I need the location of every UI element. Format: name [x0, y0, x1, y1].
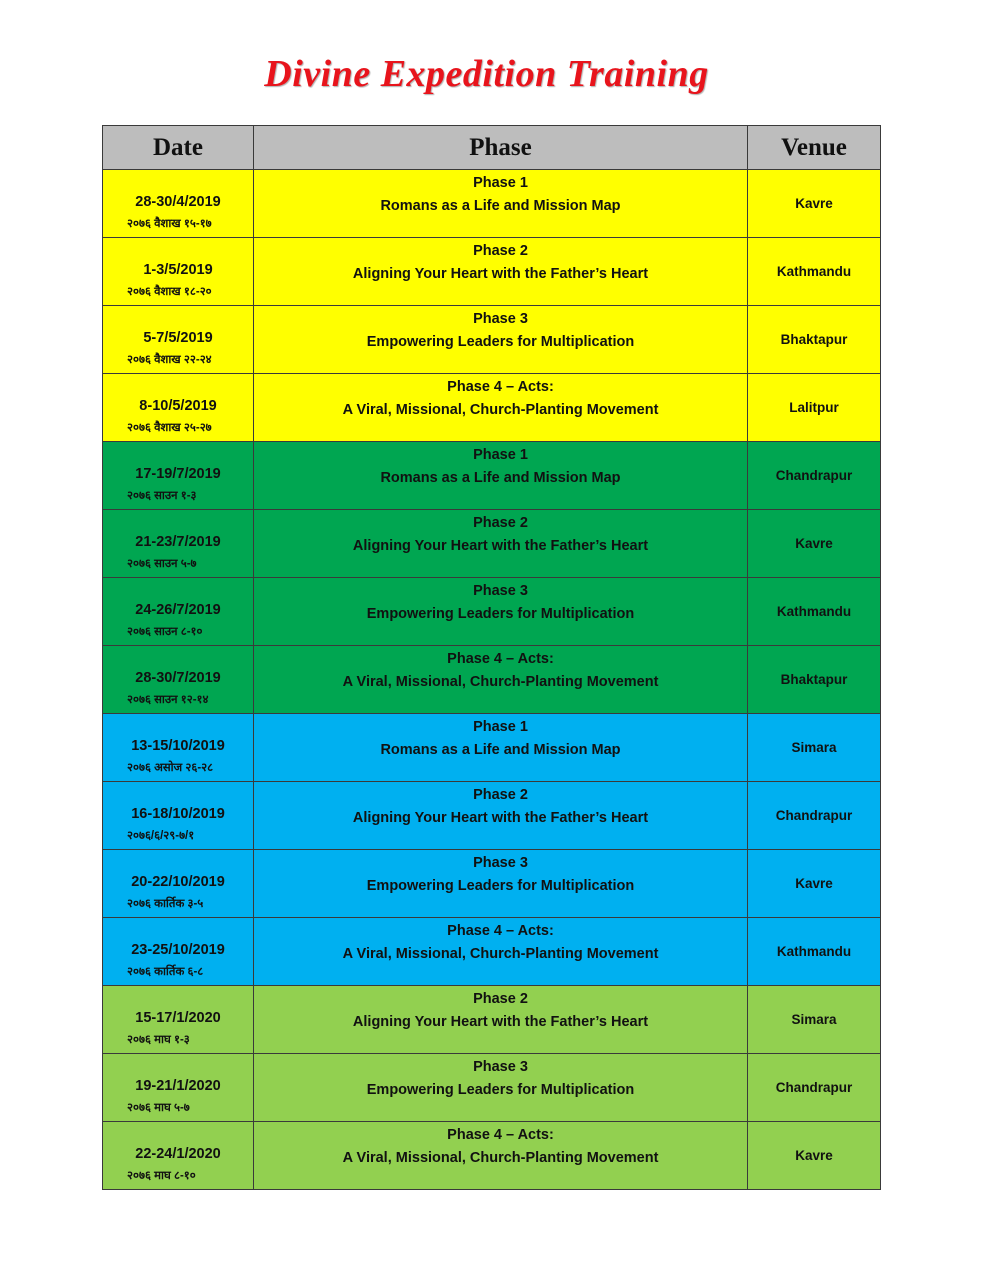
phase-cell [254, 1122, 748, 1190]
venue-cell: Simara [748, 714, 881, 782]
date-nepali: २०७६ माघ ५-७ [127, 1102, 190, 1114]
phase-name: Phase 1 [473, 447, 528, 463]
date-gregorian: 20-22/10/2019 [131, 874, 225, 890]
table-row [103, 714, 881, 782]
date-cell [103, 442, 254, 510]
phase-cell [254, 986, 748, 1054]
table-row [103, 306, 881, 374]
date-cell [103, 918, 254, 986]
date-nepali: २०७६ माघ ८-१० [127, 1170, 196, 1182]
date-cell [103, 170, 254, 238]
table-row [103, 782, 881, 850]
table-row [103, 646, 881, 714]
date-gregorian: 1-3/5/2019 [143, 262, 213, 278]
venue-cell: Kathmandu [748, 918, 881, 986]
phase-description: Aligning Your Heart with the Father’s Heart [352, 810, 649, 826]
phase-description: Empowering Leaders for Multiplication [366, 1082, 635, 1098]
venue-cell: Kathmandu [748, 578, 881, 646]
date-nepali: २०७६ वैशाख २२-२४ [127, 354, 212, 366]
date-nepali: २०७६ साउन ५-७ [127, 558, 197, 570]
phase-name: Phase 1 [473, 719, 528, 735]
date-cell [103, 1054, 254, 1122]
date-gregorian: 8-10/5/2019 [139, 398, 217, 414]
venue-cell: Chandrapur [748, 442, 881, 510]
date-cell [103, 1122, 254, 1190]
phase-cell [254, 850, 748, 918]
date-gregorian: 28-30/4/2019 [135, 194, 221, 210]
date-cell [103, 578, 254, 646]
table-row [103, 578, 881, 646]
venue-cell: Kathmandu [748, 238, 881, 306]
date-nepali: २०७६/६/२९-७/१ [127, 830, 195, 842]
venue-cell: Chandrapur [748, 782, 881, 850]
phase-cell [254, 1054, 748, 1122]
phase-description: A Viral, Missional, Church-Planting Movement [342, 1150, 659, 1166]
phase-description: Aligning Your Heart with the Father’s Heart [352, 1014, 649, 1030]
table-row [103, 918, 881, 986]
date-header: Date [103, 126, 254, 170]
table-row [103, 1122, 881, 1190]
phase-cell [254, 238, 748, 306]
date-nepali: २०७६ कार्तिक ६-८ [127, 966, 204, 978]
date-gregorian: 16-18/10/2019 [131, 806, 225, 822]
date-cell [103, 714, 254, 782]
venue-header: Venue [748, 126, 881, 170]
date-nepali: २०७६ वैशाख १५-१७ [127, 218, 212, 230]
phase-cell [254, 374, 748, 442]
phase-name: Phase 1 [473, 175, 528, 191]
venue-cell: Bhaktapur [748, 306, 881, 374]
venue-cell: Kavre [748, 510, 881, 578]
phase-description: A Viral, Missional, Church-Planting Movement [342, 674, 659, 690]
phase-description: A Viral, Missional, Church-Planting Movement [342, 946, 659, 962]
table-row [103, 986, 881, 1054]
date-gregorian: 28-30/7/2019 [135, 670, 221, 686]
phase-cell [254, 714, 748, 782]
date-gregorian: 13-15/10/2019 [131, 738, 225, 754]
phase-name: Phase 3 [473, 1059, 528, 1075]
header-row [103, 126, 881, 170]
phase-name: Phase 2 [473, 515, 528, 531]
date-nepali: २०७६ कार्तिक ३-५ [127, 898, 204, 910]
phase-header: Phase [254, 126, 748, 170]
date-nepali: २०७६ असोज २६-२८ [127, 762, 214, 774]
phase-cell [254, 170, 748, 238]
phase-cell [254, 782, 748, 850]
date-gregorian: 23-25/10/2019 [131, 942, 225, 958]
phase-description: Empowering Leaders for Multiplication [366, 606, 635, 622]
phase-description: A Viral, Missional, Church-Planting Movement [342, 402, 659, 418]
date-cell [103, 238, 254, 306]
document-title: Divine Expedition Training [264, 53, 709, 95]
table-row [103, 442, 881, 510]
date-cell [103, 306, 254, 374]
table-row [103, 238, 881, 306]
table-row [103, 850, 881, 918]
phase-name: Phase 3 [473, 855, 528, 871]
date-nepali: २०७६ साउन ८-१० [127, 626, 203, 638]
phase-cell [254, 510, 748, 578]
date-gregorian: 5-7/5/2019 [143, 330, 213, 346]
date-gregorian: 17-19/7/2019 [135, 466, 221, 482]
venue-cell: Kavre [748, 1122, 881, 1190]
phase-cell [254, 442, 748, 510]
phase-cell [254, 306, 748, 374]
phase-description: Aligning Your Heart with the Father’s Heart [352, 266, 649, 282]
phase-name: Phase 4 – Acts: [447, 379, 554, 395]
table-row [103, 374, 881, 442]
phase-name: Phase 4 – Acts: [447, 923, 554, 939]
phase-description: Romans as a Life and Mission Map [380, 198, 621, 214]
phase-name: Phase 3 [473, 311, 528, 327]
date-cell [103, 986, 254, 1054]
date-cell [103, 850, 254, 918]
date-cell [103, 782, 254, 850]
phase-description: Romans as a Life and Mission Map [380, 742, 621, 758]
venue-cell: Simara [748, 986, 881, 1054]
phase-name: Phase 2 [473, 243, 528, 259]
phase-name: Phase 3 [473, 583, 528, 599]
date-nepali: २०७६ वैशाख १८-२० [127, 286, 212, 298]
date-gregorian: 15-17/1/2020 [135, 1010, 221, 1026]
phase-description: Aligning Your Heart with the Father’s Heart [352, 538, 649, 554]
venue-cell: Bhaktapur [748, 646, 881, 714]
schedule-table [102, 125, 881, 1190]
table-row [103, 170, 881, 238]
date-gregorian: 24-26/7/2019 [135, 602, 221, 618]
date-nepali: २०७६ माघ १-३ [127, 1034, 190, 1046]
date-cell [103, 374, 254, 442]
date-gregorian: 19-21/1/2020 [135, 1078, 221, 1094]
phase-cell [254, 646, 748, 714]
date-cell [103, 646, 254, 714]
phase-cell [254, 578, 748, 646]
date-cell [103, 510, 254, 578]
phase-name: Phase 4 – Acts: [447, 651, 554, 667]
table-row [103, 510, 881, 578]
date-gregorian: 21-23/7/2019 [135, 534, 221, 550]
venue-cell: Kavre [748, 170, 881, 238]
phase-cell [254, 918, 748, 986]
phase-name: Phase 4 – Acts: [447, 1127, 554, 1143]
date-nepali: २०७६ साउन १-३ [127, 490, 197, 502]
venue-cell: Lalitpur [748, 374, 881, 442]
phase-description: Empowering Leaders for Multiplication [366, 878, 635, 894]
table-row [103, 1054, 881, 1122]
date-nepali: २०७६ साउन १२-१४ [127, 694, 209, 706]
phase-name: Phase 2 [473, 787, 528, 803]
phase-description: Empowering Leaders for Multiplication [366, 334, 635, 350]
date-nepali: २०७६ वैशाख २५-२७ [127, 422, 212, 434]
venue-cell: Chandrapur [748, 1054, 881, 1122]
venue-cell: Kavre [748, 850, 881, 918]
phase-description: Romans as a Life and Mission Map [380, 470, 621, 486]
date-gregorian: 22-24/1/2020 [135, 1146, 221, 1162]
phase-name: Phase 2 [473, 991, 528, 1007]
